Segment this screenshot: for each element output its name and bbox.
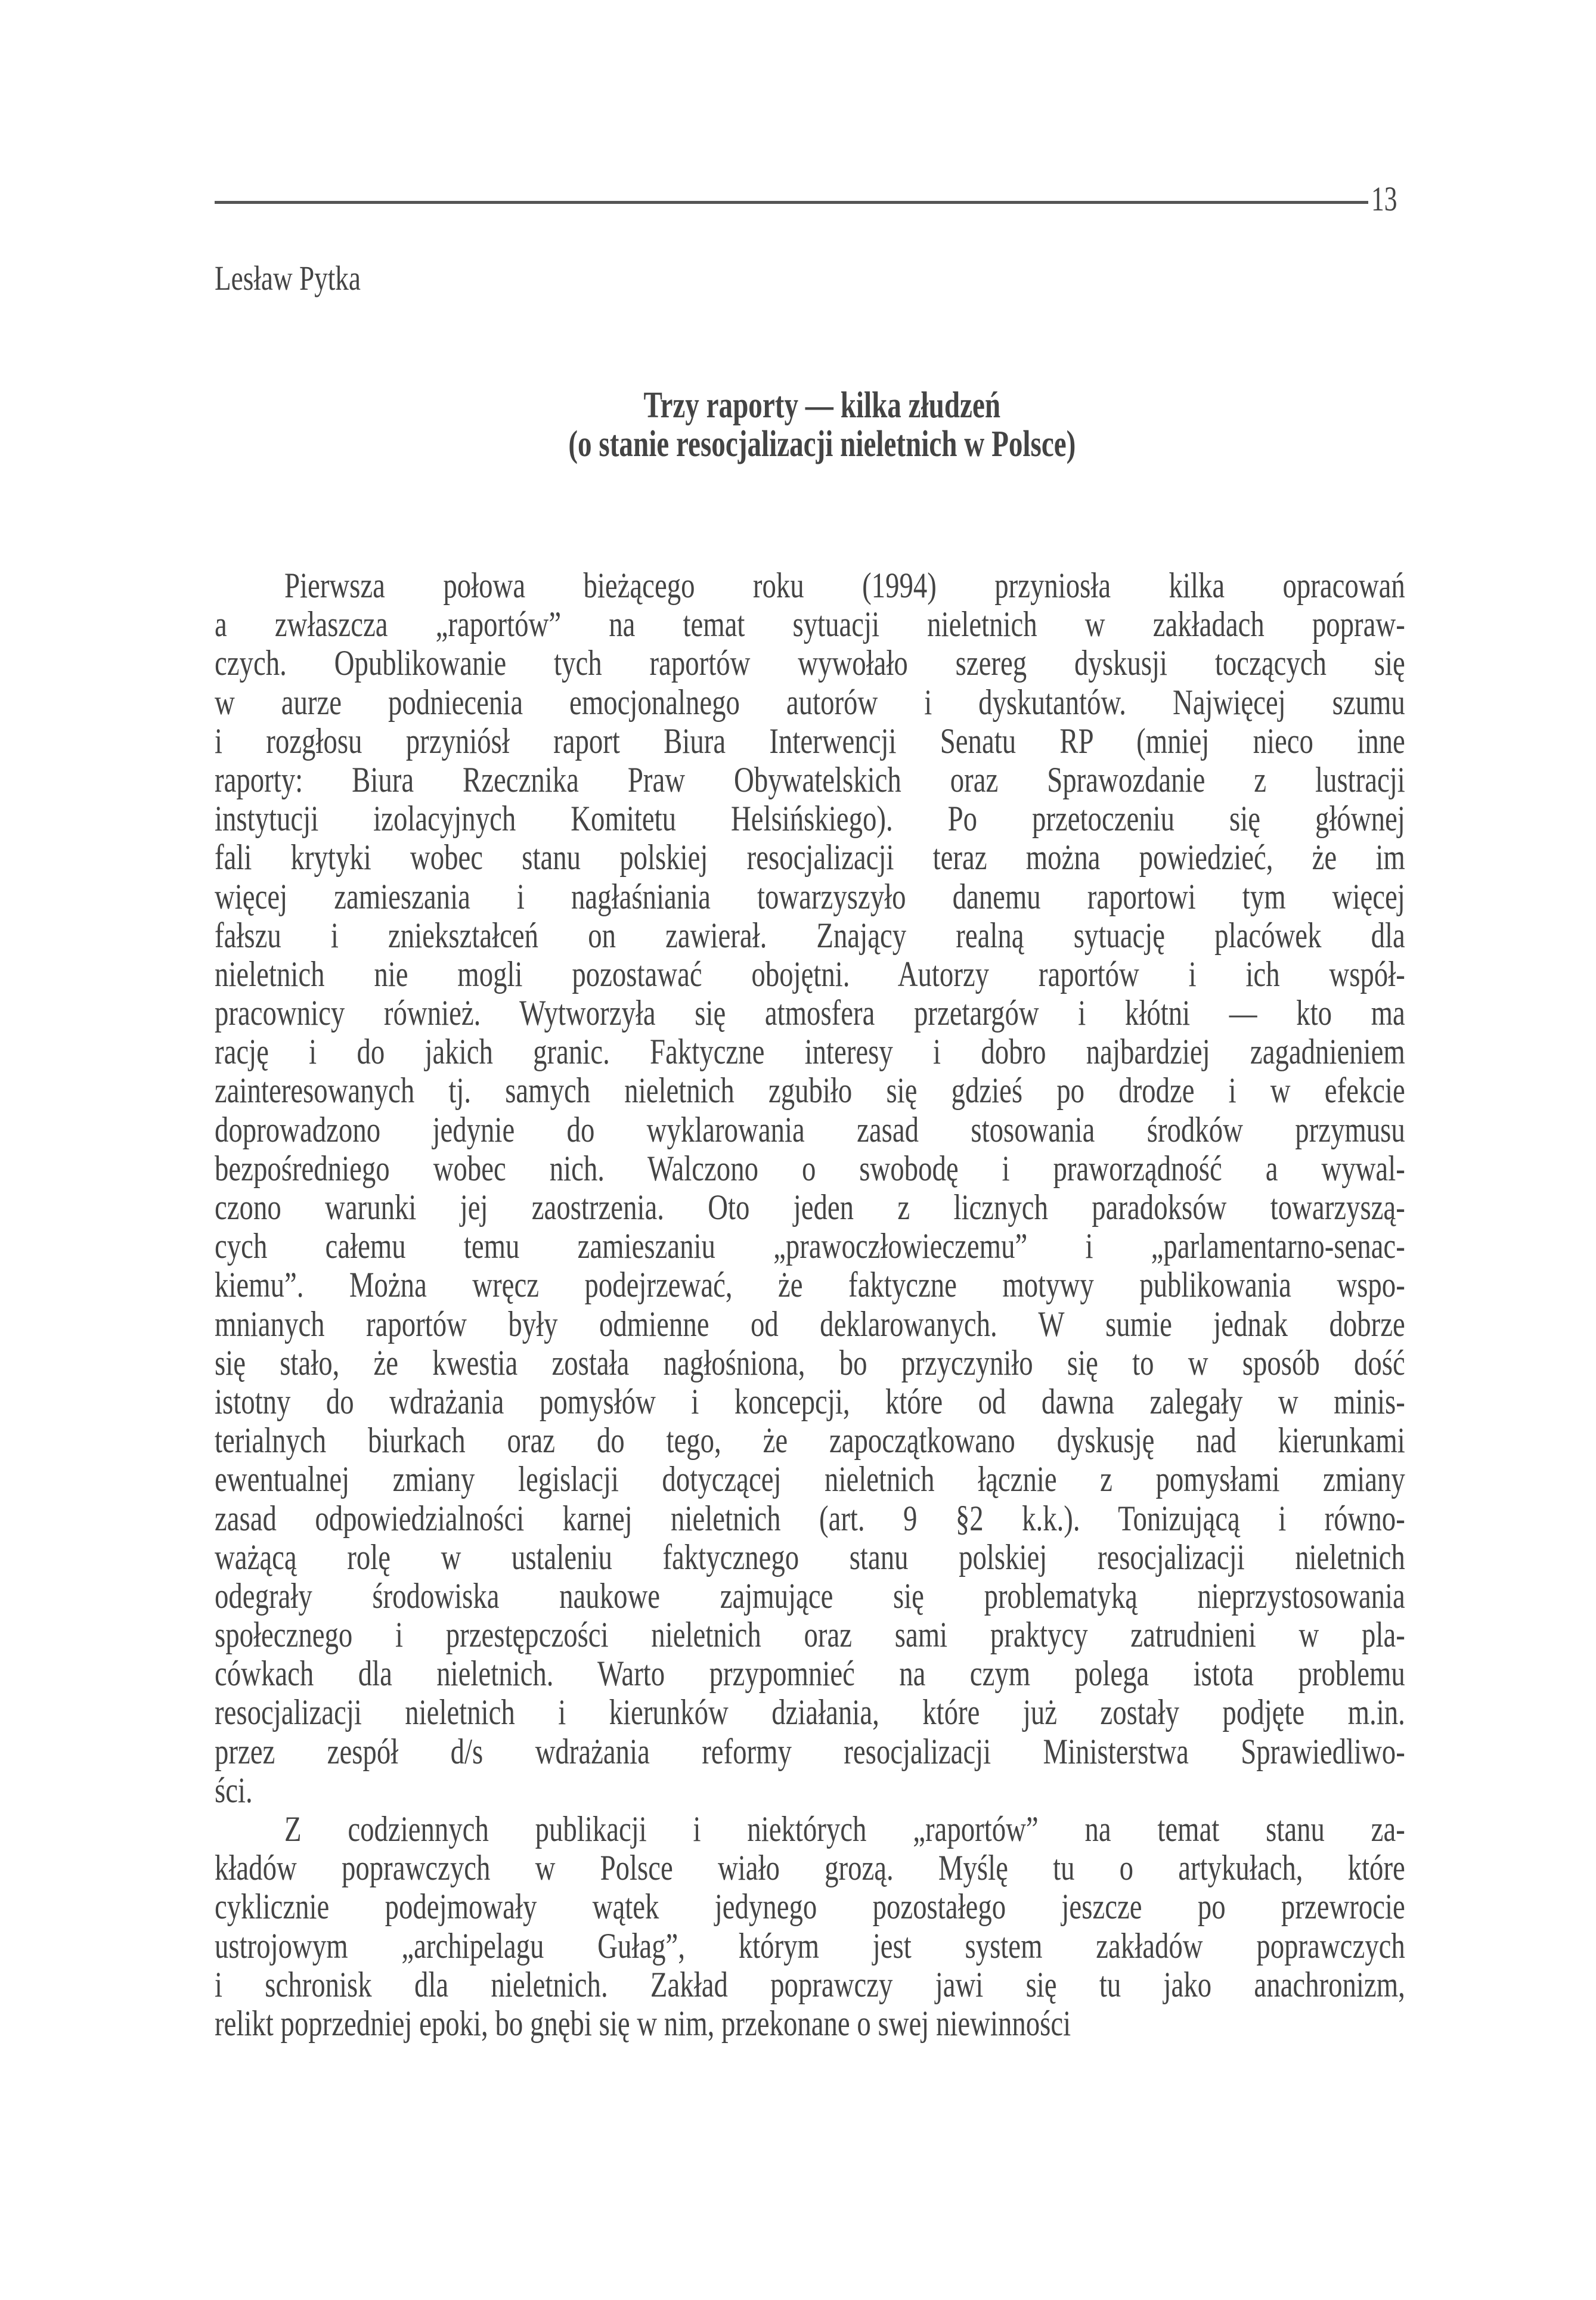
title-line-1: Trzy raporty — kilka złudzeń (643, 385, 1000, 426)
text-line-content: fałszu i zniekształceń on zawierał. Znający realną sytuację placówek dla (215, 915, 1405, 955)
text-line (215, 1266, 1405, 1304)
text-line-content: ewentualnej zmiany legislacji dotyczącej nieletnich łącznie z pomysłami zmiany (215, 1459, 1405, 1499)
text-line (215, 722, 1405, 761)
text-line (215, 1033, 1405, 1071)
text-line (215, 1577, 1405, 1616)
text-line-content: doprowadzono jedynie do wyklarowania zasad stosowania środków przymusu (215, 1109, 1405, 1149)
header-rule (215, 201, 1368, 204)
text-line (215, 878, 1405, 916)
text-line-content: raporty: Biura Rzecznika Praw Obywatelskich oraz Sprawozdanie z lustracji (215, 760, 1405, 799)
text-line (215, 1460, 1405, 1499)
text-line (215, 1111, 1405, 1149)
text-line-content: nieletnich nie mogli pozostawać obojętni. Autorzy raportów i ich współ- (215, 954, 1405, 994)
text-line (215, 1732, 1405, 1771)
text-line (215, 1421, 1405, 1460)
text-line-content: się stało, że kwestia została nagłośniona, bo przyczyniło się to w sposób dość (215, 1343, 1405, 1383)
text-line (215, 644, 1405, 683)
text-line-content: czych. Opublikowanie tych raportów wywołało szereg dyskusji toczących się (215, 643, 1405, 683)
text-line (215, 605, 1405, 644)
text-line-content: przez zespół d/s wdrażania reformy resocjalizacji Ministerstwa Sprawiedliwo- (215, 1731, 1405, 1771)
text-line (215, 916, 1405, 955)
text-line-content: i schronisk dla nieletnich. Zakład poprawczy jawi się tu jako anachronizm, (215, 1964, 1405, 2004)
text-line-content: czono warunki jej zaostrzenia. Oto jeden z licznych paradoksów towarzyszą- (215, 1188, 1405, 1227)
text-line-content: odegrały środowiska naukowe zajmujące się problematyką nieprzystosowania (215, 1576, 1405, 1616)
author-name: Lesław Pytka (215, 259, 361, 297)
text-line-content: i rozgłosu przyniósł raport Biura Interwencji Senatu RP (mniej nieco inne (215, 721, 1405, 761)
text-line (215, 1305, 1405, 1344)
text-line (215, 566, 1405, 605)
article-title (24, 385, 1596, 427)
text-line-content: bezpośredniego wobec nich. Walczono o swobodę i praworządność a wywal- (215, 1148, 1405, 1188)
text-line (215, 1927, 1405, 1966)
text-line (215, 955, 1405, 994)
text-line (215, 1771, 1405, 1810)
text-line (215, 2004, 1405, 2043)
text-line-content: pracownicy również. Wytworzyła się atmosfera przetargów i kłótni — kto ma (215, 993, 1405, 1033)
text-line (215, 1149, 1405, 1188)
text-line (215, 1188, 1405, 1227)
text-line-content: rację i do jakich granic. Faktyczne interesy i dobro najbardziej zagadnieniem (215, 1032, 1405, 1072)
article-subtitle (24, 423, 1596, 466)
text-line-content: społecznego i przestępczości nieletnich oraz sami praktycy zatrudnieni w pla- (215, 1615, 1405, 1655)
text-line-content: zainteresowanych tj. samych nieletnich zgubiło się gdzieś po drodze i w efekcie (215, 1071, 1405, 1111)
text-line-content: Pierwsza połowa bieżącego roku (1994) przyniosła kilka opracowań (284, 566, 1405, 605)
text-line-content: istotny do wdrażania pomysłów i koncepcji, które od dawna zalegały w minis- (215, 1381, 1405, 1421)
text-line-content: cyklicznie podejmowały wątek jedynego pozostałego jeszcze po przewrocie (215, 1887, 1405, 1927)
text-line-content: terialnych biurkach oraz do tego, że zapoczątkowano dyskusję nad kierunkami (215, 1421, 1405, 1461)
text-line-content: relikt poprzedniej epoki, bo gnębi się w nim, przekonane o swej niewinności (215, 2003, 1071, 2043)
body-text (215, 566, 1405, 2043)
text-line (215, 1344, 1405, 1383)
text-line (215, 1849, 1405, 1887)
text-line-content: cówkach dla nieletnich. Warto przypomnieć na czym polega istota problemu (215, 1654, 1405, 1694)
text-line-content: ści. (215, 1770, 253, 1810)
text-line (215, 838, 1405, 877)
text-line (215, 1499, 1405, 1538)
text-line (215, 1383, 1405, 1421)
text-line-content: więcej zamieszania i nagłaśniania towarzyszyło danemu raportowi tym więcej (215, 876, 1405, 916)
text-line-content: zasad odpowiedzialności karnej nieletnich (art. 9 §2 k.k.). Tonizującą i równo- (215, 1498, 1405, 1538)
paragraph (215, 566, 1405, 1810)
text-line (215, 1654, 1405, 1693)
text-line (215, 1227, 1405, 1266)
text-line-content: mnianych raportów były odmienne od deklarowanych. W sumie jednak dobrze (215, 1304, 1405, 1344)
text-line (215, 1538, 1405, 1577)
text-line (215, 1887, 1405, 1926)
text-line (215, 683, 1405, 722)
text-line-content: a zwłaszcza „raportów” na temat sytuacji nieletnich w zakładach popraw- (215, 605, 1405, 644)
text-line-content: ważącą rolę w ustaleniu faktycznego stanu polskiej resocjalizacji nieletnich (215, 1537, 1405, 1577)
text-line (215, 1810, 1405, 1849)
text-line-content: ustrojowym „archipelagu Gułag”, którym jest system zakładów poprawczych (215, 1926, 1405, 1966)
text-line-content: kiemu”. Można wręcz podejrzewać, że faktyczne motywy publikowania wspo- (215, 1265, 1405, 1305)
text-line (215, 1966, 1405, 2004)
page-number: 13 (1371, 179, 1397, 218)
paragraph (215, 1810, 1405, 2043)
text-line (215, 994, 1405, 1033)
text-line-content: w aurze podniecenia emocjonalnego autorów i dyskutantów. Najwięcej szumu (215, 682, 1405, 722)
title-line-2: (o stanie resocjalizacji nieletnich w Polsce) (568, 424, 1076, 464)
text-line (215, 761, 1405, 799)
text-line-content: fali krytyki wobec stanu polskiej resocjalizacji teraz można powiedzieć, że im (215, 838, 1405, 878)
text-line-content: kładów poprawczych w Polsce wiało grozą. Myślę tu o artykułach, które (215, 1848, 1405, 1888)
text-line-content: Z codziennych publikacji i niektórych „raportów” na temat stanu za- (284, 1809, 1405, 1849)
text-line-content: instytucji izolacyjnych Komitetu Helsińskiego). Po przetoczeniu się głównej (215, 799, 1405, 839)
text-line (215, 1693, 1405, 1732)
text-line (215, 1071, 1405, 1110)
text-line (215, 1616, 1405, 1654)
text-line (215, 799, 1405, 838)
text-line-content: cych całemu temu zamieszaniu „prawoczłowieczemu” i „parlamentarno-senac- (215, 1226, 1405, 1266)
text-line-content: resocjalizacji nieletnich i kierunków działania, które już zostały podjęte m.in. (215, 1693, 1405, 1732)
